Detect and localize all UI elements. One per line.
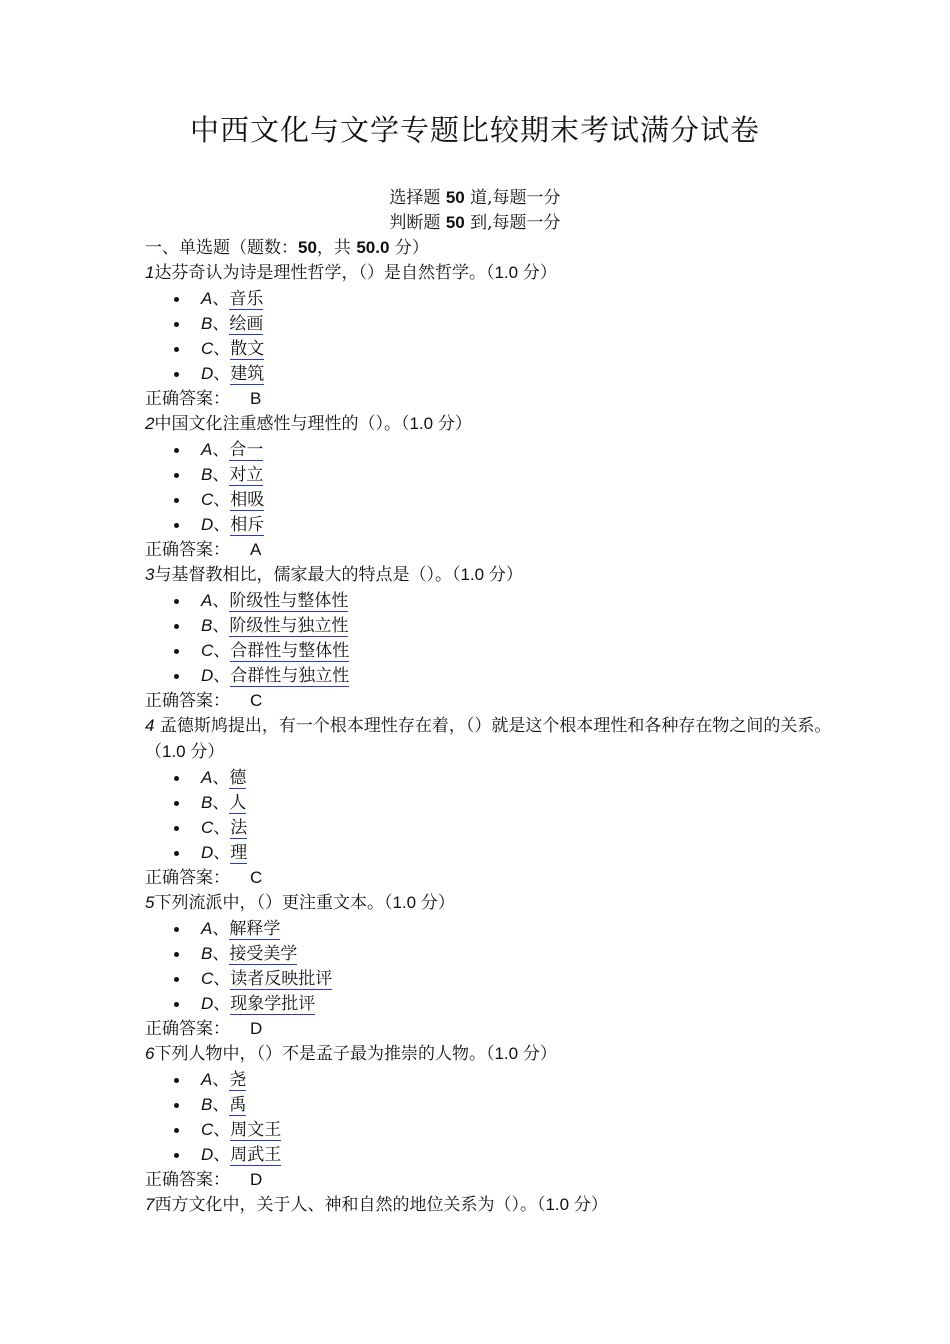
option-item bbox=[145, 638, 835, 663]
option-link[interactable]: 合群性与整体性 bbox=[230, 641, 350, 661]
option-link[interactable]: 接受美学 bbox=[229, 944, 298, 964]
question-text bbox=[145, 1041, 835, 1067]
section-text: ，共 bbox=[316, 238, 357, 258]
option-separator: 、 bbox=[213, 1145, 231, 1165]
option-item bbox=[145, 840, 835, 865]
option-link[interactable]: 合一 bbox=[229, 440, 264, 460]
option-letter: C bbox=[201, 339, 214, 358]
question-text bbox=[145, 1192, 835, 1218]
answer-value: C bbox=[250, 691, 263, 710]
bullet-icon bbox=[174, 448, 179, 453]
option-item bbox=[145, 286, 835, 311]
option-separator: 、 bbox=[213, 666, 231, 686]
option-link[interactable]: 建筑 bbox=[230, 364, 265, 384]
option-link[interactable]: 德 bbox=[229, 768, 247, 788]
option-separator: 、 bbox=[212, 919, 230, 939]
option-link[interactable]: 合群性与独立性 bbox=[230, 666, 350, 686]
option-separator: 、 bbox=[212, 768, 230, 788]
option-item bbox=[145, 663, 835, 688]
answer-value: A bbox=[250, 540, 262, 559]
option-separator: 、 bbox=[213, 969, 231, 989]
option-separator: 、 bbox=[213, 364, 231, 384]
option-link[interactable]: 人 bbox=[229, 793, 247, 813]
question-list bbox=[145, 260, 835, 1218]
bullet-icon bbox=[174, 801, 179, 806]
bullet-icon bbox=[174, 297, 179, 302]
question-number: 4 bbox=[145, 716, 155, 735]
option-letter: C bbox=[201, 1120, 214, 1139]
option-link[interactable]: 解释学 bbox=[229, 919, 281, 939]
bullet-icon bbox=[174, 1128, 179, 1133]
option-item bbox=[145, 765, 835, 790]
option-separator: 、 bbox=[213, 1120, 231, 1140]
answer-label: 正确答案： bbox=[145, 691, 230, 711]
question-stem: 与基督教相比，儒家最大的特点是（）。 bbox=[154, 565, 452, 585]
option-letter: D bbox=[201, 843, 214, 862]
option-letter: A bbox=[201, 440, 213, 459]
answer-label: 正确答案： bbox=[145, 1170, 230, 1190]
question-number: 5 bbox=[145, 893, 155, 912]
question-score: （1.0 分） bbox=[485, 263, 557, 282]
option-item bbox=[145, 437, 835, 462]
option-link[interactable]: 散文 bbox=[230, 339, 265, 359]
question-item bbox=[145, 890, 835, 1041]
bullet-icon bbox=[174, 952, 179, 957]
option-separator: 、 bbox=[213, 843, 231, 863]
question-item bbox=[145, 1192, 835, 1218]
option-letter: A bbox=[201, 768, 213, 787]
section-count: 50 bbox=[298, 238, 317, 257]
option-letter: C bbox=[201, 818, 214, 837]
option-separator: 、 bbox=[213, 818, 231, 838]
option-separator: 、 bbox=[213, 339, 231, 359]
correct-answer bbox=[145, 386, 835, 411]
bullet-icon bbox=[174, 826, 179, 831]
bullet-icon bbox=[174, 473, 179, 478]
option-link[interactable]: 对立 bbox=[229, 465, 264, 485]
subtitle-number: 50 bbox=[445, 213, 465, 232]
option-list bbox=[145, 1067, 835, 1167]
section-text: 一、单选题（题数： bbox=[145, 238, 298, 258]
option-letter: B bbox=[201, 465, 213, 484]
question-stem: 西方文化中，关于人、神和自然的地位关系为（）。 bbox=[154, 1195, 537, 1215]
question-item bbox=[145, 1041, 835, 1192]
option-separator: 、 bbox=[213, 994, 231, 1014]
option-separator: 、 bbox=[213, 641, 231, 661]
question-stem: 中国文化注重感性与理性的（）。 bbox=[154, 414, 401, 434]
bullet-icon bbox=[174, 977, 179, 982]
answer-value: C bbox=[250, 868, 263, 887]
option-link[interactable]: 音乐 bbox=[229, 289, 264, 309]
option-letter: C bbox=[201, 641, 214, 660]
answer-value: B bbox=[250, 389, 262, 408]
option-letter: B bbox=[201, 1095, 213, 1114]
answer-value: D bbox=[250, 1170, 263, 1189]
subtitle-number: 50 bbox=[445, 188, 465, 207]
option-link[interactable]: 现象学批评 bbox=[230, 994, 316, 1014]
correct-answer bbox=[145, 865, 835, 890]
option-link[interactable]: 理 bbox=[230, 843, 248, 863]
option-separator: 、 bbox=[212, 314, 230, 334]
option-link[interactable]: 阶级性与整体性 bbox=[229, 591, 349, 611]
option-item bbox=[145, 311, 835, 336]
page-title: 中西文化与文学专题比较期末考试满分试卷 bbox=[189, 113, 760, 147]
bullet-icon bbox=[174, 599, 179, 604]
option-letter: A bbox=[201, 1070, 213, 1089]
option-item bbox=[145, 916, 835, 941]
question-score: （1.0 分） bbox=[145, 742, 225, 761]
option-item bbox=[145, 790, 835, 815]
option-item bbox=[145, 512, 835, 537]
option-letter: B bbox=[201, 616, 213, 635]
option-separator: 、 bbox=[212, 465, 230, 485]
option-link[interactable]: 周文王 bbox=[230, 1120, 282, 1140]
option-list bbox=[145, 765, 835, 865]
correct-answer bbox=[145, 537, 835, 562]
option-letter: C bbox=[201, 969, 214, 988]
subtitle-text: 判断题 bbox=[389, 213, 446, 233]
option-separator: 、 bbox=[212, 289, 230, 309]
bullet-icon bbox=[174, 523, 179, 528]
question-stem: 孟德斯鸠提出，有一个根本理性存在着，（）就是这个根本理性和各种存在物之间的关系。 bbox=[154, 716, 832, 736]
option-separator: 、 bbox=[212, 591, 230, 611]
question-number: 7 bbox=[145, 1195, 155, 1214]
question-score: （1.0 分） bbox=[451, 565, 523, 584]
option-link[interactable]: 读者反映批评 bbox=[230, 969, 333, 989]
option-list bbox=[145, 916, 835, 1016]
option-list bbox=[145, 588, 835, 688]
subtitle-text: 选择题 bbox=[389, 188, 446, 208]
answer-value: D bbox=[250, 1019, 263, 1038]
option-separator: 、 bbox=[212, 793, 230, 813]
option-separator: 、 bbox=[213, 515, 231, 535]
question-stem: 下列流派中，（）更注重文本。 bbox=[154, 893, 384, 913]
option-letter: D bbox=[201, 364, 214, 383]
bullet-icon bbox=[174, 498, 179, 503]
question-number: 1 bbox=[145, 263, 155, 282]
section-text: 分） bbox=[389, 238, 429, 258]
option-item bbox=[145, 966, 835, 991]
correct-answer bbox=[145, 1016, 835, 1041]
question-score: （1.0 分） bbox=[485, 1044, 557, 1063]
question-item bbox=[145, 260, 835, 411]
answer-label: 正确答案： bbox=[145, 1019, 230, 1039]
bullet-icon bbox=[174, 624, 179, 629]
option-item bbox=[145, 1067, 835, 1092]
bullet-icon bbox=[174, 776, 179, 781]
section-heading bbox=[145, 235, 835, 260]
option-item bbox=[145, 991, 835, 1016]
option-separator: 、 bbox=[212, 440, 230, 460]
option-letter: D bbox=[201, 994, 214, 1013]
question-text bbox=[145, 562, 835, 588]
bullet-icon bbox=[174, 1002, 179, 1007]
option-item bbox=[145, 1092, 835, 1117]
answer-label: 正确答案： bbox=[145, 389, 230, 409]
option-item bbox=[145, 815, 835, 840]
option-letter: A bbox=[201, 919, 213, 938]
question-stem: 下列人物中，（）不是孟子最为推崇的人物。 bbox=[154, 1044, 486, 1064]
option-letter: B bbox=[201, 314, 213, 333]
option-separator: 、 bbox=[212, 616, 230, 636]
question-text bbox=[145, 260, 835, 286]
question-text bbox=[145, 411, 835, 437]
answer-label: 正确答案： bbox=[145, 540, 230, 560]
question-score: （1.0 分） bbox=[383, 893, 455, 912]
question-item bbox=[145, 411, 835, 562]
bullet-icon bbox=[174, 372, 179, 377]
option-link[interactable]: 阶级性与独立性 bbox=[229, 616, 349, 636]
option-item bbox=[145, 336, 835, 361]
question-score: （1.0 分） bbox=[536, 1195, 608, 1214]
subtitle-text: 到,每题一分 bbox=[464, 213, 561, 233]
option-separator: 、 bbox=[212, 944, 230, 964]
option-item bbox=[145, 941, 835, 966]
question-text bbox=[145, 890, 835, 916]
bullet-icon bbox=[174, 1153, 179, 1158]
option-link[interactable]: 相斥 bbox=[230, 515, 265, 535]
option-letter: C bbox=[201, 490, 214, 509]
option-letter: B bbox=[201, 793, 213, 812]
bullet-icon bbox=[174, 1103, 179, 1108]
question-text bbox=[145, 713, 835, 765]
option-link[interactable]: 相吸 bbox=[230, 490, 265, 510]
answer-label: 正确答案： bbox=[145, 868, 230, 888]
option-list bbox=[145, 437, 835, 537]
option-item bbox=[145, 588, 835, 613]
bullet-icon bbox=[174, 851, 179, 856]
bullet-icon bbox=[174, 322, 179, 327]
option-link[interactable]: 尧 bbox=[229, 1070, 247, 1090]
bullet-icon bbox=[174, 347, 179, 352]
option-letter: D bbox=[201, 666, 214, 685]
option-letter: B bbox=[201, 944, 213, 963]
option-separator: 、 bbox=[212, 1095, 230, 1115]
option-item bbox=[145, 613, 835, 638]
option-letter: A bbox=[201, 591, 213, 610]
question-number: 2 bbox=[145, 414, 155, 433]
question-item bbox=[145, 713, 835, 890]
option-link[interactable]: 禹 bbox=[229, 1095, 247, 1115]
question-score: （1.0 分） bbox=[400, 414, 472, 433]
bullet-icon bbox=[174, 649, 179, 654]
option-item bbox=[145, 361, 835, 386]
option-item bbox=[145, 462, 835, 487]
option-item bbox=[145, 1142, 835, 1167]
option-letter: D bbox=[201, 1145, 214, 1164]
subtitle-text: 道,每题一分 bbox=[464, 188, 561, 208]
bullet-icon bbox=[174, 927, 179, 932]
bullet-icon bbox=[174, 674, 179, 679]
option-letter: A bbox=[201, 289, 213, 308]
section-total: 50.0 bbox=[356, 238, 390, 257]
option-item bbox=[145, 487, 835, 512]
correct-answer bbox=[145, 1167, 835, 1192]
question-number: 3 bbox=[145, 565, 155, 584]
bullet-icon bbox=[174, 1078, 179, 1083]
option-link[interactable]: 周武王 bbox=[230, 1145, 282, 1165]
question-content bbox=[145, 235, 835, 1218]
option-list bbox=[145, 286, 835, 386]
subtitle-choice-count bbox=[0, 185, 950, 211]
question-stem: 达芬奇认为诗是理性哲学，（）是自然哲学。 bbox=[154, 263, 486, 283]
option-letter: D bbox=[201, 515, 214, 534]
option-separator: 、 bbox=[212, 1070, 230, 1090]
option-link[interactable]: 法 bbox=[230, 818, 248, 838]
subtitle-judge-count bbox=[0, 210, 950, 236]
question-item bbox=[145, 562, 835, 713]
option-item bbox=[145, 1117, 835, 1142]
option-link[interactable]: 绘画 bbox=[229, 314, 264, 334]
option-separator: 、 bbox=[213, 490, 231, 510]
question-number: 6 bbox=[145, 1044, 155, 1063]
correct-answer bbox=[145, 688, 835, 713]
